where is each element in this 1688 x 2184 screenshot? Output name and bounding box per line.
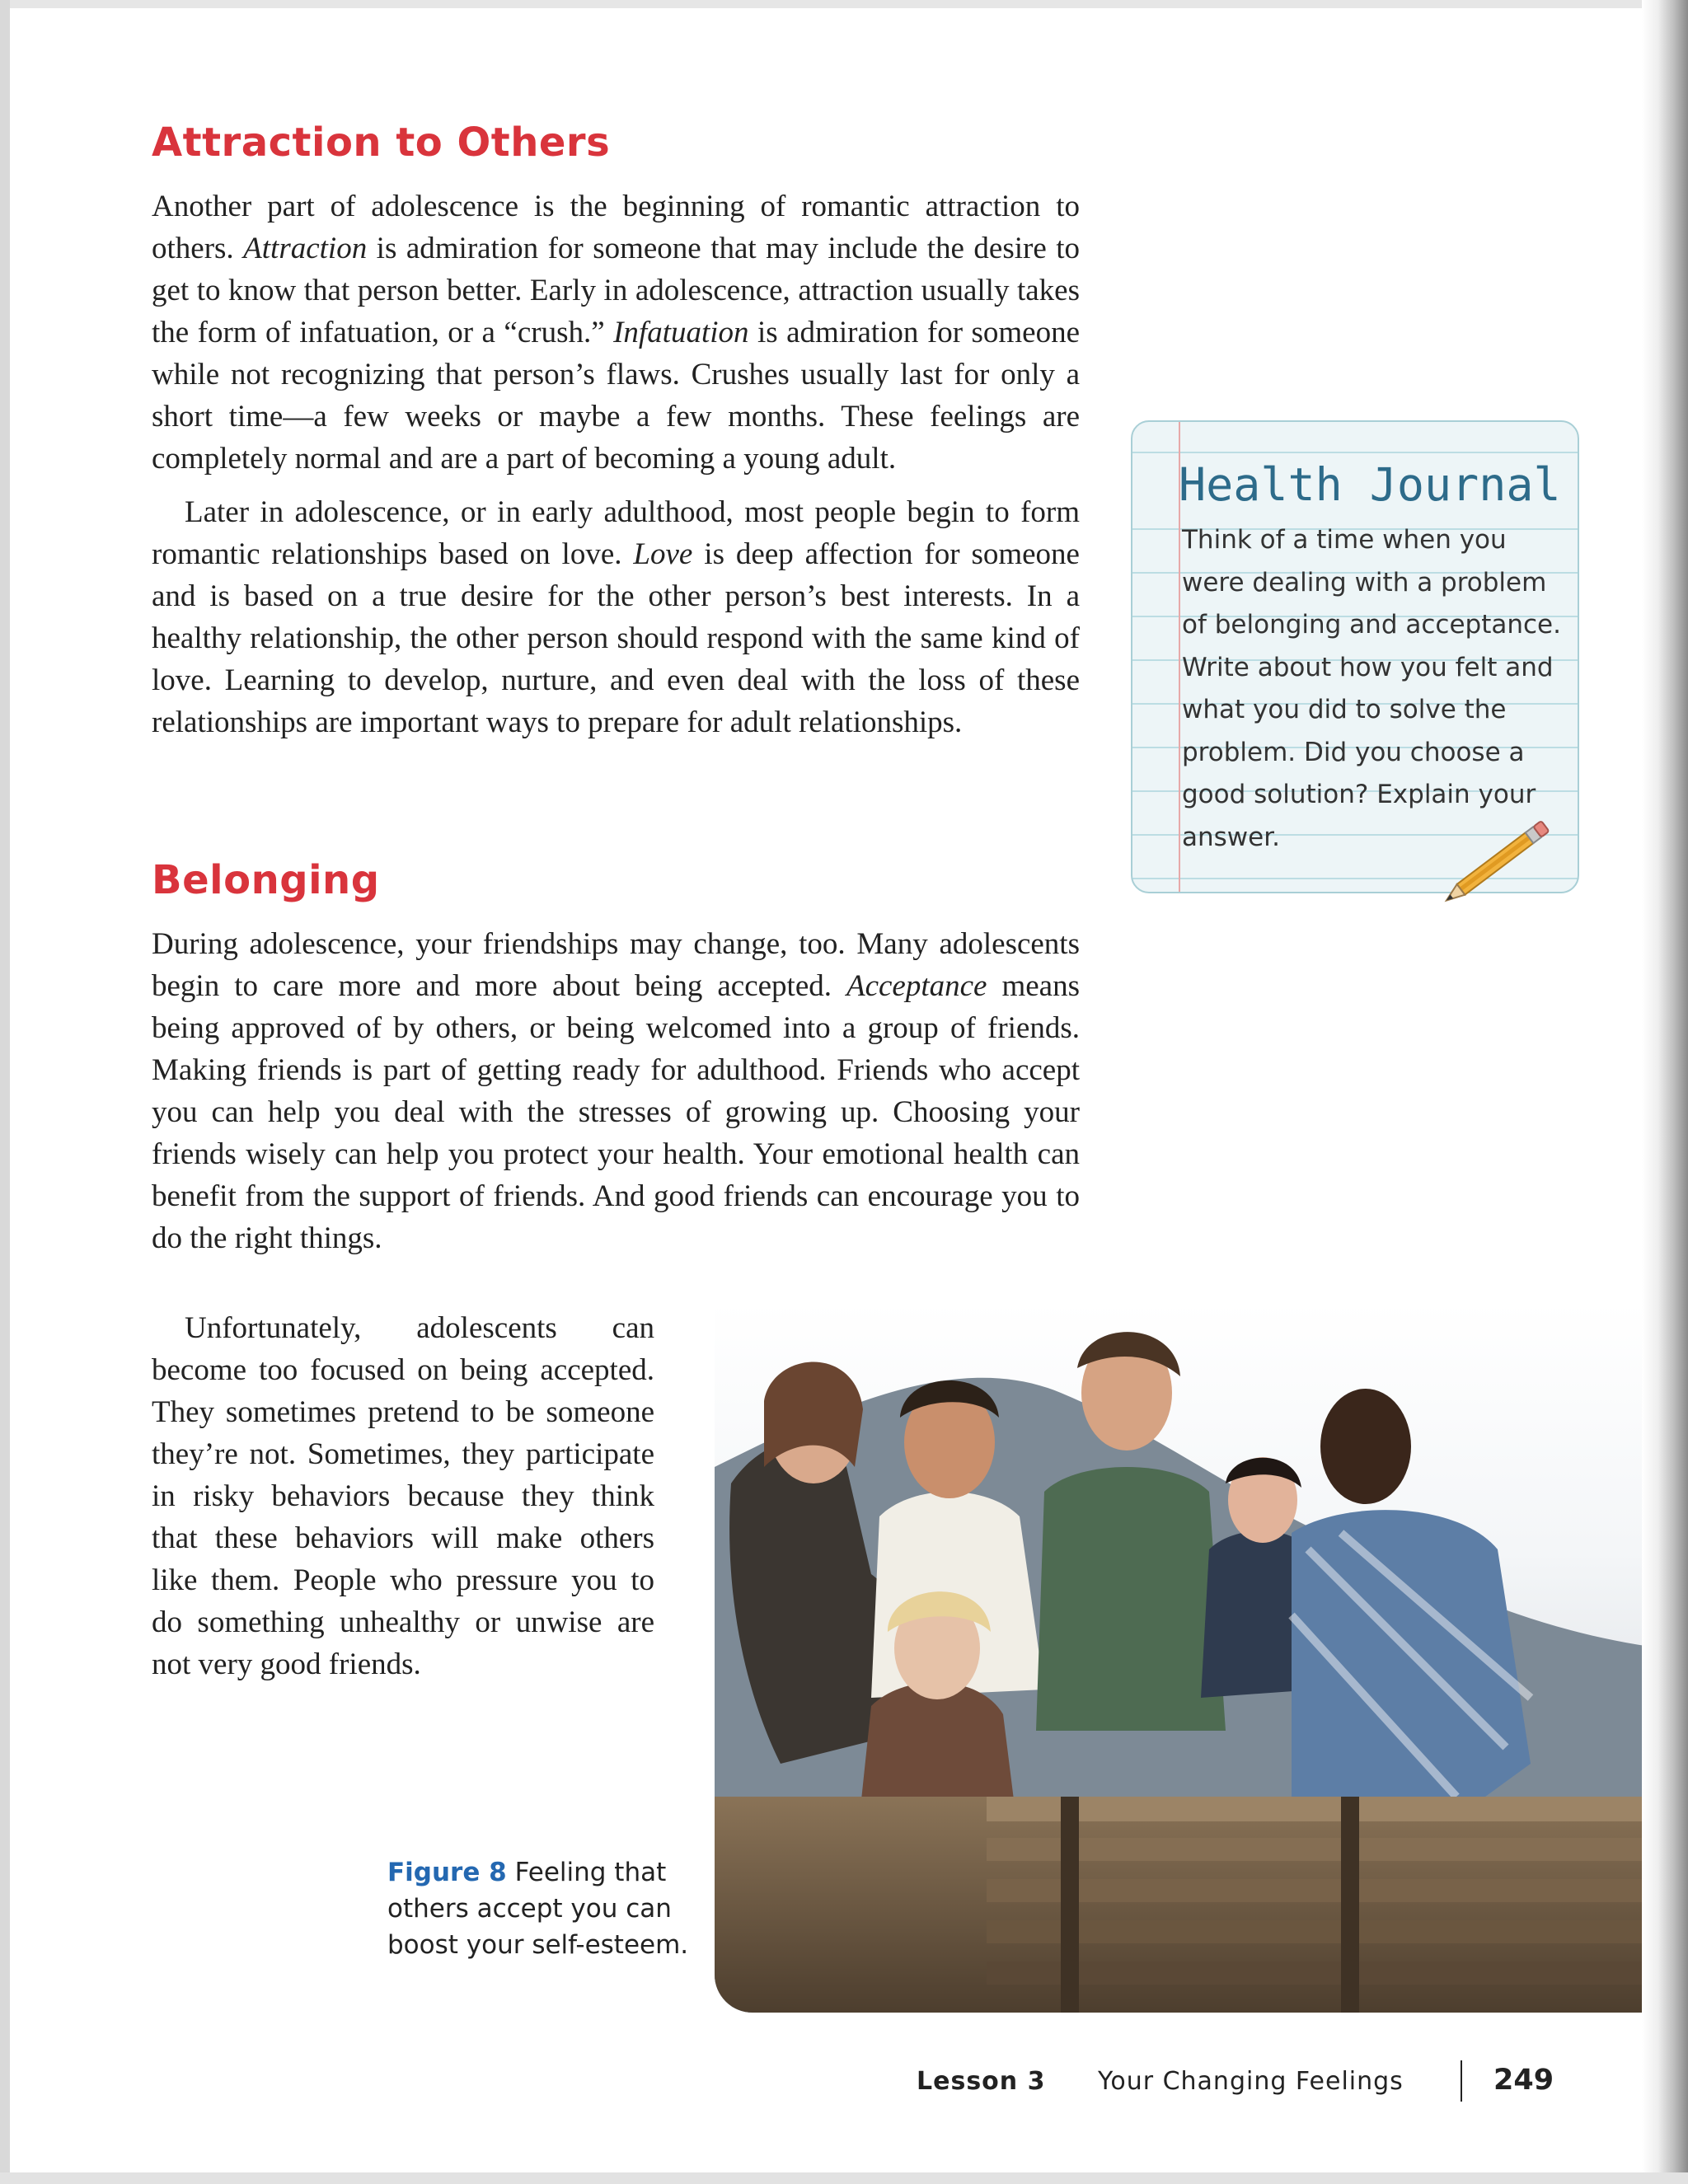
health-journal-text: Think of a time when you were dealing with a problem of belonging and acceptance. Write about how you felt and what you did to solve the problem. Did you choose a good solution? Explain your answer.	[1182, 525, 1561, 852]
paragraph-belonging-1: During adolescence, your friendships may change, too. Many adolescents begin to care more and more about being accepted. Acceptance means being approved of by others, or being welcomed into a group of friends. Making friends is part of getting ready for adulthood. Friends who accept you can help you deal with the stresses of growing up. Choosing your friends wisely can help you protect your health. Your emotional health can benefit from the support of friends. And good friends can encourage you to do the right things.	[152, 927, 1080, 1255]
figure-caption	[387, 1854, 701, 1963]
term-attraction: Attraction	[243, 232, 368, 265]
figure-caption-text: Feeling that others accept you can boost your self-esteem.	[387, 1858, 689, 1960]
page-number: 249	[1493, 2064, 1554, 2097]
paragraph-attraction-2: Later in adolescence, or in early adulthood, most people begin to form romantic relationships based on love. Love is deep affection for someone and is based on a true desire for the other person’s best interests. In a healthy relationship, the other person should respond with the same kind of love. Learning to develop, nurture, and even deal with the loss of these relationships are important ways to prepare for adult relationships.	[152, 495, 1080, 739]
footer-divider	[1461, 2060, 1462, 2102]
term-infatuation: Infatuation	[613, 316, 749, 349]
term-acceptance: Acceptance	[846, 969, 987, 1003]
section-belonging-body-narrow	[152, 1307, 654, 1697]
paragraph-belonging-2: Unfortunately, adolescents can become too focused on being accepted. They sometimes pretend to be someone they’re not. Sometimes, they participate in risky behaviors because they think that these behaviors will make others like them. People who pressure you to do something unhealthy or unwise are not very good friends.	[152, 1311, 654, 1681]
section-attraction-body	[152, 185, 1080, 755]
paragraph-attraction-1: Another part of adolescence is the beginning of romantic attraction to others. Attraction is admiration for someone that may include the desire to get to know that person better. Early in adolescence, attraction usually takes the form of infatuation, or a “crush.” Infatuation is admiration for someone while not recognizing that person’s flaws. Crushes usually last for only a short time—a few weeks or maybe a few months. These feelings are completely normal and are a part of becoming a young adult.	[152, 190, 1080, 476]
figure-8-photo	[715, 1302, 1662, 2013]
figure-label: Figure 8	[387, 1858, 507, 1887]
health-journal-title: Health Journal	[1179, 458, 1561, 511]
term-love: Love	[633, 537, 693, 571]
pencil-icon	[1444, 809, 1559, 908]
page-bottom-edge	[0, 2172, 1688, 2184]
page-left-edge	[0, 0, 10, 2184]
section-belonging-body	[152, 923, 1080, 1271]
footer-lesson-title: Your Changing Feelings	[1098, 2067, 1404, 2096]
page-top-edge	[0, 0, 1688, 8]
teens-group-photo	[715, 1302, 1662, 2013]
book-spine-shadow	[1642, 0, 1688, 2184]
textbook-page	[10, 8, 1667, 2172]
section-heading-attraction: Attraction to Others	[152, 120, 611, 166]
footer-lesson-label: Lesson 3	[917, 2067, 1046, 2096]
section-heading-belonging: Belonging	[152, 857, 380, 903]
page-footer	[917, 2060, 1559, 2098]
